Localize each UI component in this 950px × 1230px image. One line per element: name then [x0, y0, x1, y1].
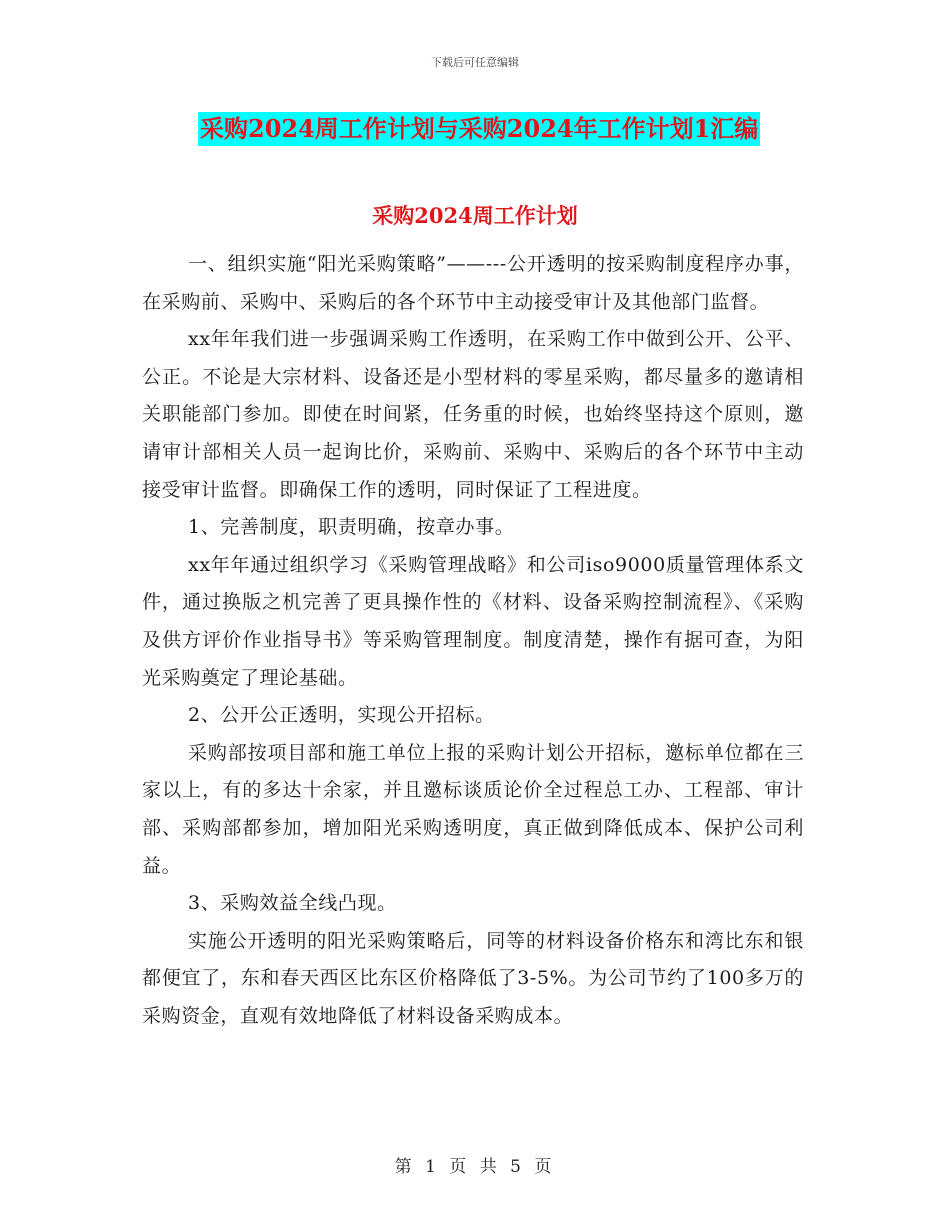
- body-text: [142, 246, 804, 1035]
- paragraph: 3、采购效益全线凸现。: [188, 892, 397, 915]
- paragraph: xx年年通过组织学习《采购管理战略》和公司iso9000质量管理体系文件，通过换版之机完善了更具操作性的《材料、设备采购控制流程》、《采购及供方评价作业指导书》等采购管理制度。制度清楚，操作有据可查，为阳光采购奠定了理论基础。: [142, 553, 804, 689]
- header-note: 下载后可任意编辑: [431, 56, 519, 69]
- section-title: 采购2024周工作计划: [372, 203, 578, 228]
- paragraph: 一、组织实施“阳光采购策略”——---公开透明的按采购制度程序办事，在采购前、采购中、采购后的各个环节中主动接受审计及其他部门监督。: [142, 253, 804, 313]
- paragraph: xx年年我们进一步强调采购工作透明，在采购工作中做到公开、公平、公正。不论是大宗材料、设备还是小型材料的零星采购，都尽量多的邀请相关职能部门参加。即使在时间紧，任务重的时候，也始终坚持这个原则，邀请审计部相关人员一起询比价，采购前、采购中、采购后的各个环节中主动接受审计监督。即确保工作的透明，同时保证了工程进度。: [142, 328, 804, 501]
- paragraph: 1、完善制度，职责明确，按章办事。: [188, 516, 515, 539]
- paragraph: 2、公开公正透明，实现公开招标。: [188, 704, 495, 727]
- page-footer: 第 1 页 共 5 页: [394, 1157, 556, 1177]
- paragraph: 实施公开透明的阳光采购策略后，同等的材料设备价格东和湾比东和银都便宜了，东和春天西区比东区价格降低了3-5%。为公司节约了100多万的采购资金，直观有效地降低了材料设备采购成本。: [142, 929, 804, 1027]
- paragraph: 采购部按项目部和施工单位上报的采购计划公开招标，邀标单位都在三家以上，有的多达十余家，并且邀标谈质论价全过程总工办、工程部、审计部、采购部都参加，增加阳光采购透明度，真正做到降低成本、保护公司利益。: [142, 741, 804, 877]
- document-title: 采购2024周工作计划与采购2024年工作计划1汇编: [198, 112, 760, 146]
